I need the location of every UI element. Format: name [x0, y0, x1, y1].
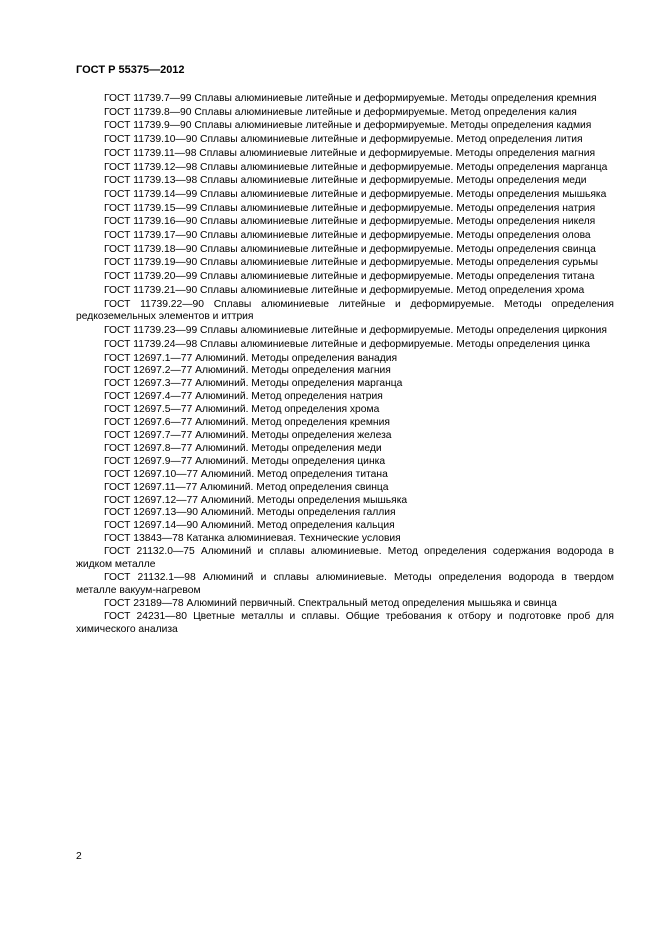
reference-item: ГОСТ 12697.5—77 Алюминий. Метод определения хрома [104, 404, 380, 416]
reference-item: ГОСТ 12697.6—77 Алюминий. Метод определения кремния [104, 417, 390, 429]
reference-item: ГОСТ 12697.14—90 Алюминий. Метод определения кальция [104, 520, 395, 532]
reference-item: ГОСТ 11739.15—99 Сплавы алюминиевые литейные и деформируемые. Методы определения натрия [104, 202, 596, 214]
reference-item: ГОСТ 12697.4—77 Алюминий. Метод определения натрия [104, 391, 383, 403]
references-list [76, 93, 614, 637]
reference-item: ГОСТ 21132.1—98 Алюминий и сплавы алюминиевые. Методы определения водорода в твердом металле вакуум-нагревом [76, 571, 614, 596]
reference-item: ГОСТ 12697.3—77 Алюминий. Методы определения марганца [104, 378, 403, 390]
reference-item: ГОСТ 12697.10—77 Алюминий. Метод определения титана [104, 468, 388, 480]
reference-item: ГОСТ 11739.7—99 Сплавы алюминиевые литейные и деформируемые. Методы определения кремния [104, 93, 597, 104]
reference-item: ГОСТ 12697.9—77 Алюминий. Методы определения цинка [104, 455, 386, 467]
reference-item: ГОСТ 11739.24—98 Сплавы алюминиевые литейные и деформируемые. Методы определения цинка [104, 338, 591, 350]
reference-item: ГОСТ 11739.19—90 Сплавы алюминиевые литейные и деформируемые. Методы определения сурьмы [104, 257, 598, 269]
reference-item: ГОСТ 12697.1—77 Алюминий. Методы определения ванадия [104, 352, 398, 364]
reference-item: ГОСТ 11739.9—90 Сплавы алюминиевые литейные и деформируемые. Методы определения кадмия [104, 120, 592, 132]
reference-item: ГОСТ 21132.0—75 Алюминий и сплавы алюминиевые. Метод определения содержания водорода в жидком металле [76, 546, 614, 571]
reference-item: ГОСТ 11739.16—90 Сплавы алюминиевые литейные и деформируемые. Методы определения никеля [104, 216, 596, 228]
reference-item: ГОСТ 12697.2—77 Алюминий. Методы определения магния [104, 365, 391, 377]
reference-item: ГОСТ 11739.14—99 Сплавы алюминиевые литейные и деформируемые. Методы определения мышьяка [104, 188, 607, 200]
reference-item: ГОСТ 11739.17—90 Сплавы алюминиевые литейные и деформируемые. Методы определения олова [104, 230, 591, 242]
reference-item: ГОСТ 12697.12—77 Алюминий. Методы определения мышьяка [104, 494, 408, 506]
reference-item: ГОСТ 11739.12—98 Сплавы алюминиевые литейные и деформируемые. Методы определения марганца [104, 161, 608, 173]
reference-item: ГОСТ 12697.11—77 Алюминий. Метод определения свинца [104, 481, 389, 493]
reference-item: ГОСТ 12697.13—90 Алюминий. Методы определения галлия [104, 507, 396, 519]
reference-item: ГОСТ 23189—78 Алюминий первичный. Спектральный метод определения мышьяка и свинца [104, 597, 557, 609]
reference-item: ГОСТ 24231—80 Цветные металлы и сплавы. Общие требования к отбору и подготовке проб для химического анализа [76, 610, 614, 635]
reference-item: ГОСТ 11739.13—98 Сплавы алюминиевые литейные и деформируемые. Методы определения меди [104, 175, 587, 187]
reference-item: ГОСТ 13843—78 Катанка алюминиевая. Технические условия [104, 533, 401, 545]
document-header: ГОСТ Р 55375—2012 [76, 64, 185, 76]
reference-item: ГОСТ 11739.8—90 Сплавы алюминиевые литейные и деформируемые. Метод определения калия [104, 106, 577, 118]
reference-item: ГОСТ 12697.7—77 Алюминий. Методы определения железа [104, 430, 392, 441]
reference-item: ГОСТ 11739.22—90 Сплавы алюминиевые литейные и деформируемые. Методы определения редкоземельных элементов и иттрия [76, 298, 614, 323]
reference-item: ГОСТ 11739.18—90 Сплавы алюминиевые литейные и деформируемые. Методы определения свинца [104, 243, 596, 255]
reference-item: ГОСТ 11739.11—98 Сплавы алюминиевые литейные и деформируемые. Методы определения магния [104, 147, 596, 159]
reference-item: ГОСТ 11739.21—90 Сплавы алюминиевые литейные и деформируемые. Метод определения хрома [104, 284, 585, 296]
reference-item: ГОСТ 11739.20—99 Сплавы алюминиевые литейные и деформируемые. Методы определения титана [104, 271, 595, 283]
reference-item: ГОСТ 11739.10—90 Сплавы алюминиевые литейные и деформируемые. Метод определения лития [104, 134, 583, 146]
page-number: 2 [76, 851, 82, 862]
reference-item: ГОСТ 12697.8—77 Алюминий. Методы определения меди [104, 442, 382, 454]
reference-item: ГОСТ 11739.23—99 Сплавы алюминиевые литейные и деформируемые. Методы определения циркония [104, 325, 607, 337]
